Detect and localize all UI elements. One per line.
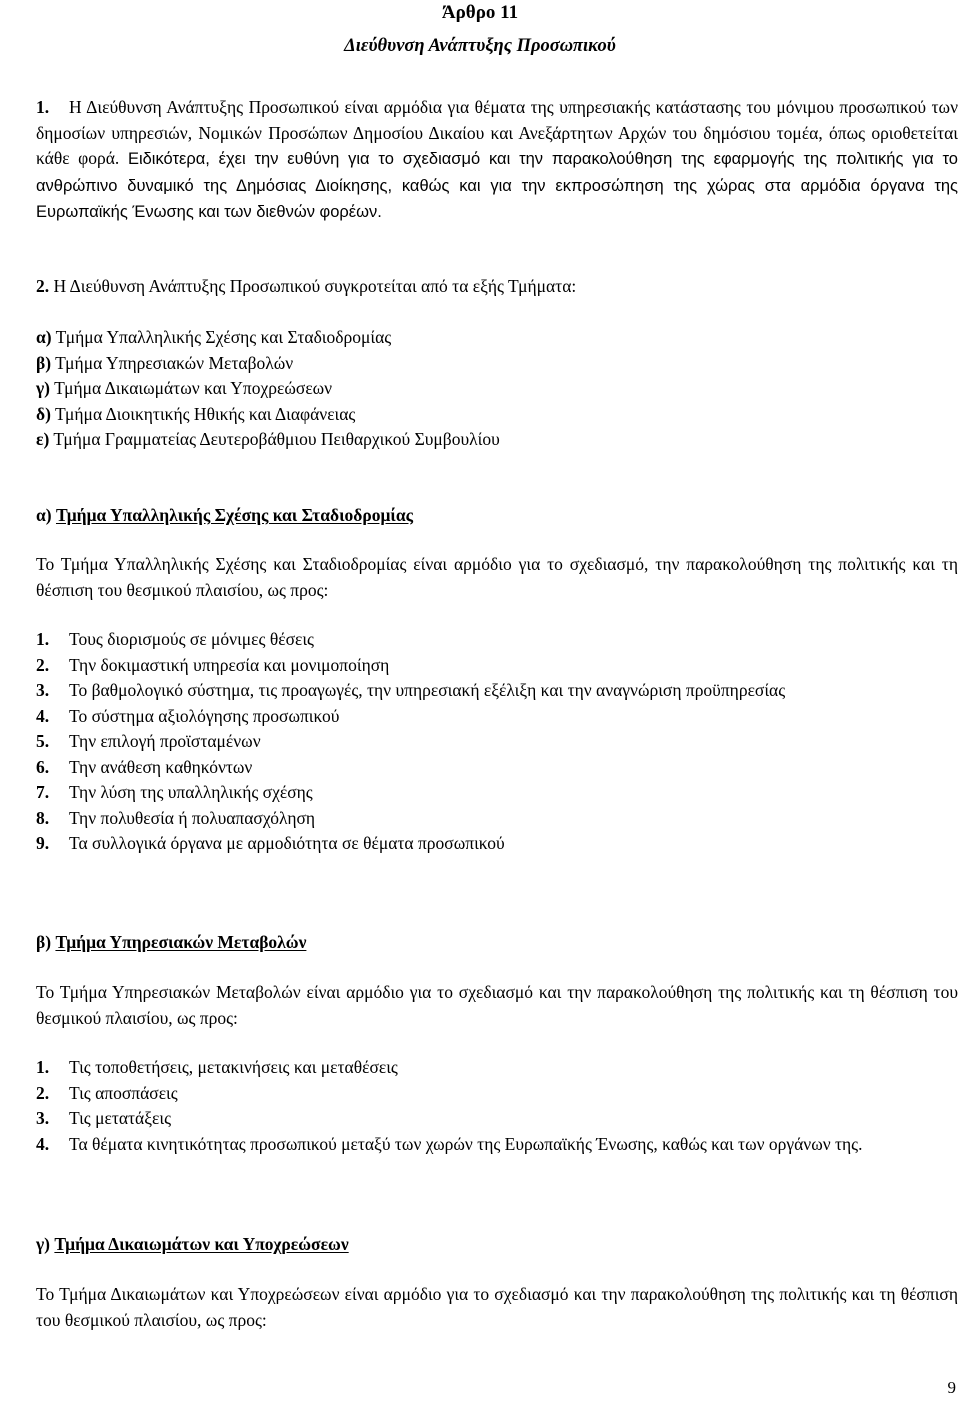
list-item: 1. Τους διορισμούς σε μόνιμες θέσεις xyxy=(36,629,314,649)
list-item: 5. Την επιλογή προϊσταμένων xyxy=(36,731,261,751)
paragraph-1-body xyxy=(36,95,958,226)
section-a-heading: α) Τμήμα Υπαλληλικής Σχέσης και Σταδιοδρομίας xyxy=(36,505,413,525)
section-a-title: Τμήμα Υπαλληλικής Σχέσης και Σταδιοδρομίας xyxy=(55,505,413,525)
section-c-heading: γ) Τμήμα Δικαιωμάτων και Υποχρεώσεων xyxy=(36,1234,349,1254)
page-number: 9 xyxy=(947,1378,956,1397)
list-item: 2. Τις αποσπάσεις xyxy=(36,1082,178,1103)
department-item: α) Τμήμα Υπαλληλικής Σχέσης και Σταδιοδρομίας xyxy=(36,327,392,347)
list-item: 7. Την λύση της υπαλληλικής σχέσης xyxy=(36,782,313,802)
department-item: β) Τμήμα Υπηρεσιακών Μεταβολών xyxy=(36,352,294,373)
paragraph-number: 1. xyxy=(36,97,50,117)
paragraph-number: 2. xyxy=(36,276,50,296)
paragraph-2-text: Η Διεύθυνση Ανάπτυξης Προσωπικού συγκροτείται από τα εξής Τμήματα: xyxy=(53,276,577,296)
list-item: 8. Την πολυθεσία ή πολυαπασχόληση xyxy=(36,807,316,828)
article-title: Άρθρο 11 xyxy=(441,2,519,23)
article-subtitle: Διεύθυνση Ανάπτυξης Προσωπικού xyxy=(344,36,616,56)
section-b-intro: Το Τμήμα Υπηρεσιακών Μεταβολών είναι αρμόδιο για το σχεδιασμό και την παρακολούθηση της πολιτικής και τη θέσπιση του θεσμικού πλαισίου, ως προς: xyxy=(36,982,958,1028)
list-item: 3. Το βαθμολογικό σύστημα, τις προαγωγές, την υπηρεσιακή εξέλιξη και την αναγνώριση προϋπηρεσίας xyxy=(36,680,786,700)
list-item: 4. Το σύστημα αξιολόγησης προσωπικού xyxy=(36,705,340,726)
list-item: 4. Τα θέματα κινητικότητας προσωπικού μεταξύ των χωρών της Ευρωπαϊκής Ένωσης, καθώς και των οργάνων της. xyxy=(36,1133,863,1154)
list-item: 6. Την ανάθεση καθηκόντων xyxy=(36,756,253,777)
section-c-title: Τμήμα Δικαιωμάτων και Υποχρεώσεων xyxy=(54,1234,349,1254)
section-a-items xyxy=(36,627,958,857)
department-item: γ) Τμήμα Δικαιωμάτων και Υποχρεώσεων xyxy=(36,378,333,398)
list-item: 3. Τις μετατάξεις xyxy=(36,1108,172,1128)
section-b-title: Τμήμα Υπηρεσιακών Μεταβολών xyxy=(55,932,307,952)
section-c-intro: Το Τμήμα Δικαιωμάτων και Υποχρεώσεων είναι αρμόδιο για το σχεδιασμό και την παρακολούθηση της πολιτικής και τη θέσπιση του θεσμικού πλαισίου, ως προς: xyxy=(36,1284,958,1330)
section-b-items xyxy=(36,1055,958,1157)
paragraph-2 xyxy=(36,274,958,300)
section-a-intro: Το Τμήμα Υπαλληλικής Σχέσης και Σταδιοδρομίας είναι αρμόδιο για το σχεδιασμό, την παρακολούθηση της πολιτικής και τη θέσπιση του θεσμικού πλαισίου, ως προς: xyxy=(36,554,958,600)
section-b-heading: β) Τμήμα Υπηρεσιακών Μεταβολών xyxy=(36,932,307,952)
list-item: 9. Τα συλλογικά όργανα με αρμοδιότητα σε θέματα προσωπικού xyxy=(36,833,505,853)
departments-list xyxy=(36,325,958,453)
list-item: 2. Την δοκιμαστική υπηρεσία και μονιμοποίηση xyxy=(36,654,390,675)
department-item: δ) Τμήμα Διοικητικής Ηθικής και Διαφάνειας xyxy=(36,403,356,424)
paragraph-1-text: Η Διεύθυνση Ανάπτυξης Προσωπικού είναι αρμόδια για θέματα της υπηρεσιακής κατάστασης του μόνιμου προσωπικού των δημοσίων υπηρεσιών, Νομικών Προσώπων Δημοσίου Δικαίου και Ανεξάρτητων Αρχών του δημόσιου τομέα, όπως οριοθετείται κάθε φορά. xyxy=(36,97,958,168)
list-item: 1. Τις τοποθετήσεις, μετακινήσεις και μεταθέσεις xyxy=(36,1057,398,1077)
paragraph-1-text-sans: Ειδικότερα, έχει την ευθύνη για το σχεδιασμό και την παρακολούθηση της εφαρμογής της πολιτικής για το ανθρώπινο δυναμικό της Δημόσιας Διοίκησης, καθώς και για την εκπροσώπηση της χώρας στα αρμόδια όργανα της Ευρωπαϊκής Ένωσης και των διεθνών φορέων. xyxy=(36,150,958,221)
department-item: ε) Τμήμα Γραμματείας Δευτεροβάθμιου Πειθαρχικού Συμβουλίου xyxy=(36,429,500,449)
